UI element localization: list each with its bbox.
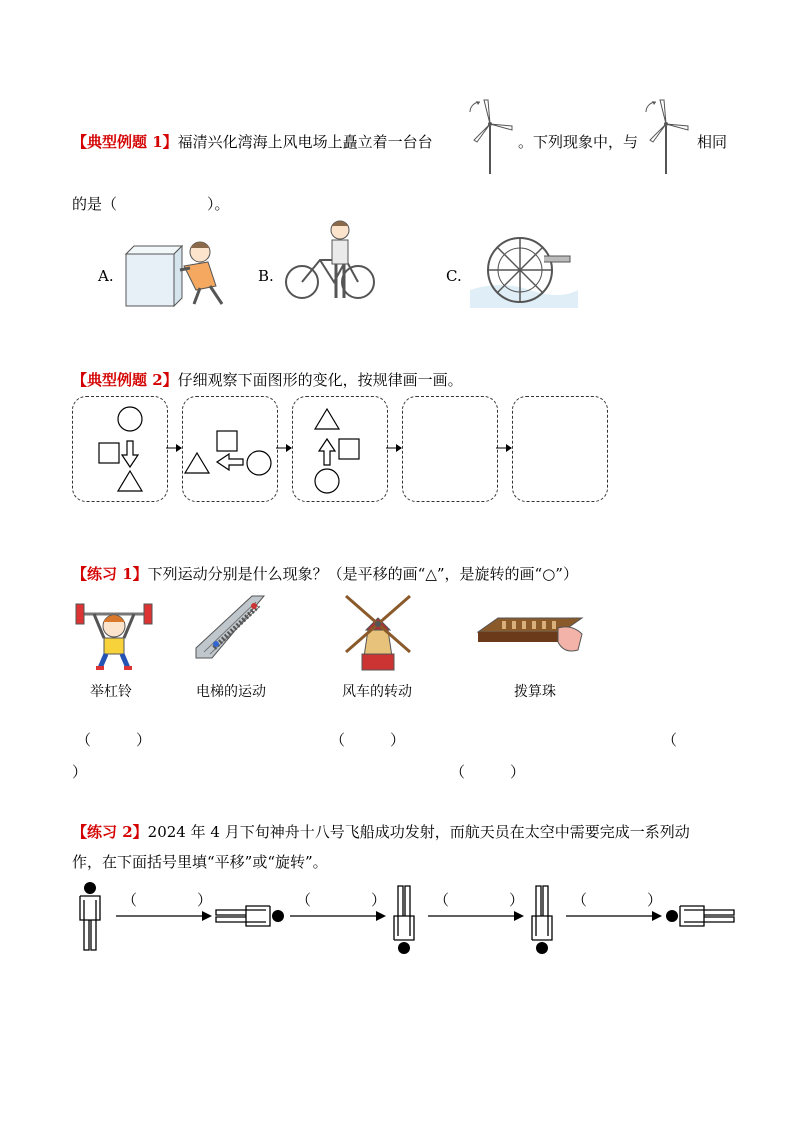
practice-1-tag: 【练习 1】: [72, 565, 148, 583]
pattern-box-5-empty[interactable]: [512, 396, 608, 502]
example-1-line-1: [72, 132, 433, 152]
example-1-text-middle: 。下列现象中，与: [518, 133, 639, 151]
water-wheel-image: [468, 234, 578, 308]
option-c-label: C.: [446, 267, 462, 285]
example-2-tag: 【典型例题 2】: [72, 371, 178, 389]
example-1-tag: 【典型例题 1】: [72, 133, 178, 151]
answer-bracket-a[interactable]: （ ）: [122, 891, 213, 909]
wind-turbine-icon: [640, 96, 696, 180]
option-b-label: B.: [258, 267, 274, 285]
windmill-image: [342, 592, 414, 676]
arrow-icon: [566, 910, 662, 922]
example-2-text: 仔细观察下面图形的变化，按规律画一画。: [177, 371, 463, 389]
answer-bracket-4[interactable]: （ ）: [450, 763, 526, 781]
example-1-line-2: 的是（ ）。: [72, 195, 230, 213]
astronaut-lying-icon: [214, 898, 288, 934]
boy-pushing-box-image: [120, 234, 230, 310]
astronaut-lying-icon: [664, 898, 738, 934]
item-label-abacus: 拨算珠: [514, 684, 556, 700]
pattern-box-3: [292, 396, 388, 502]
astronaut-standing-icon: [74, 880, 108, 952]
item-label-weightlifting: 举杠铃: [90, 684, 132, 700]
pattern-box-2: [182, 396, 278, 502]
answer-bracket-c[interactable]: （ ）: [434, 891, 525, 909]
answer-bracket-1[interactable]: （ ）: [76, 731, 152, 749]
answer-bracket-3-open[interactable]: （: [662, 731, 678, 749]
option-a-label: A.: [98, 267, 114, 285]
practice-1-line: [72, 564, 578, 584]
arrow-icon: [290, 910, 386, 922]
wind-turbine-icon: [464, 96, 520, 180]
example-1-text-after: 相同: [697, 133, 728, 151]
item-label-escalator: 电梯的运动: [196, 684, 266, 700]
arrow-icon: [116, 910, 212, 922]
astronaut-upside-down-icon: [388, 884, 422, 956]
escalator-image: [192, 592, 276, 664]
astronaut-upside-down-icon: [526, 884, 560, 956]
weightlifter-image: [74, 600, 154, 672]
example-2-line: [72, 370, 463, 390]
example-1-text-before: 福清兴化湾海上风电场上矗立着一台台: [177, 133, 433, 151]
answer-bracket-d[interactable]: （ ）: [572, 891, 663, 909]
item-label-windmill: 风车的转动: [342, 684, 412, 700]
boy-with-bicycle-image: [282, 216, 378, 312]
arrow-icon: [428, 910, 524, 922]
practice-1-text: 下列运动分别是什么现象？（是平移的画“△”，是旋转的画“○”）: [147, 565, 578, 583]
practice-2-line-2: 作，在下面括号里填“平移”或“旋转”。: [72, 853, 328, 871]
answer-bracket-3-close[interactable]: ）: [72, 763, 88, 781]
answer-bracket-b[interactable]: （ ）: [296, 891, 387, 909]
pattern-box-1: [72, 396, 168, 502]
practice-2-line-1: [72, 822, 690, 842]
practice-2-text-1: 2024 年 4 月下旬神舟十八号飞船成功发射，而航天员在太空中需要完成一系列动: [147, 823, 690, 841]
practice-2-tag: 【练习 2】: [72, 823, 148, 841]
pattern-box-4-empty[interactable]: [402, 396, 498, 502]
answer-bracket-2[interactable]: （ ）: [330, 731, 406, 749]
abacus-image: [474, 612, 586, 668]
